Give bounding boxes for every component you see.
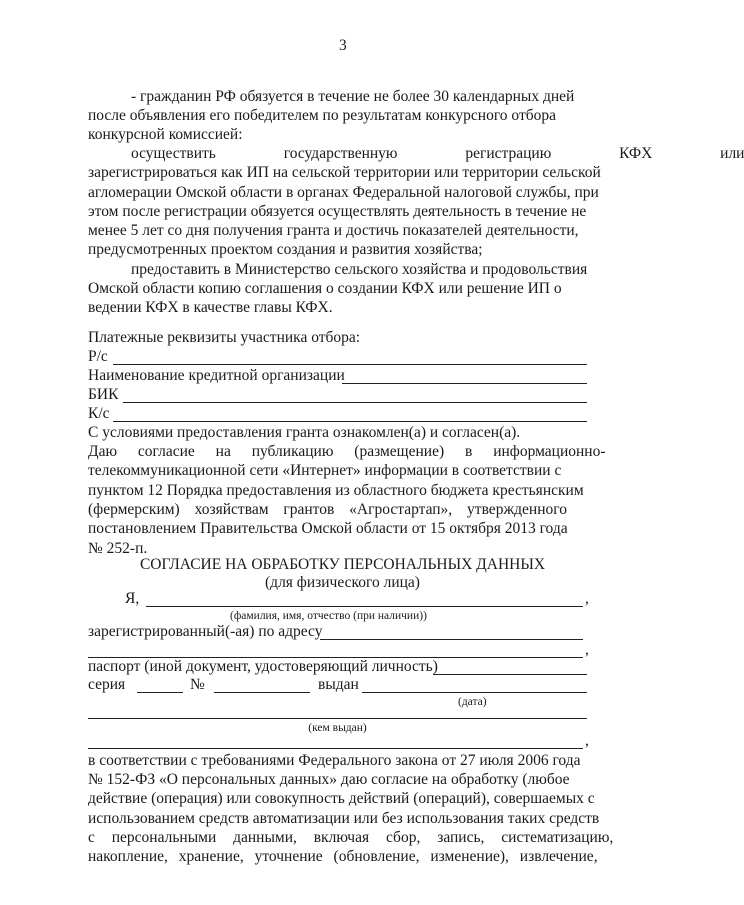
name-comma: , (585, 590, 589, 607)
para5-line2: № 152-ФЗ «О персональных данных» даю согласие на обработку (любое (88, 771, 570, 788)
para4-line1 (88, 443, 606, 461)
address-comma: , (585, 641, 589, 658)
bik-label: БИК (88, 386, 119, 403)
rs-field[interactable] (113, 364, 587, 365)
series-label: серия (88, 676, 126, 693)
requisites-title: Платежные реквизиты участника отбора: (88, 329, 361, 346)
para5-line5 (88, 829, 614, 847)
date-caption: (дата) (458, 696, 487, 708)
i-label: Я, (125, 590, 140, 607)
para4-line2: телекоммуникационной сети «Интернет» информации в соответствии с (88, 462, 562, 479)
para2-line5: менее 5 лет со дня получения гранта и достичь показателей деятельности, (88, 222, 579, 239)
para4-line4 (88, 501, 567, 519)
bank-label: Наименование кредитной организации (88, 367, 345, 384)
para2-line1-text: осуществить государственную регистрацию КФХ или (131, 145, 744, 162)
number-label: № (190, 676, 205, 693)
issuer-comma: , (585, 732, 589, 749)
consent-subtitle: (для физического лица) (265, 574, 420, 591)
bik-field[interactable] (123, 402, 587, 403)
issuer-field[interactable] (88, 718, 587, 719)
consent-title: СОГЛАСИЕ НА ОБРАБОТКУ ПЕРСОНАЛЬНЫХ ДАННЫХ (139, 556, 546, 573)
passport-field[interactable] (433, 674, 587, 675)
issuer-field-2[interactable] (88, 748, 583, 749)
para5-line5-text: с персональными данными, включая сбор, запись, систематизацию, (88, 829, 614, 846)
para4-line6: № 252-п. (88, 540, 148, 557)
para2-line4: этом после регистрации обязуется осуществлять деятельность в течение не (88, 203, 587, 220)
page-number: 3 (339, 37, 347, 54)
para4-line5: постановлением Правительства Омской области от 15 октября 2013 года (88, 520, 568, 537)
para3-line1: предоставить в Министерство сельского хозяйства и продовольствия (131, 261, 588, 278)
para2-line6: предусмотренных проектом создания и развития хозяйства; (88, 241, 483, 258)
para5-line3: действие (операция) или совокупность действий (операций), совершаемых с (88, 790, 595, 807)
ks-label: К/с (88, 405, 110, 422)
para2-line2: зарегистрироваться как ИП на сельской территории или территории сельской (88, 164, 601, 181)
address-label: зарегистрированный(-ая) по адресу (88, 623, 323, 640)
address-field[interactable] (320, 639, 583, 640)
issued-date-field[interactable] (362, 692, 587, 693)
number-field[interactable] (214, 692, 310, 693)
issuer-caption: (кем выдан) (308, 722, 367, 734)
passport-label: паспорт (иной документ, удостоверяющий личность) (88, 658, 438, 675)
para5-line6-text: накопление, хранение, уточнение (обновление, изменение), извлечение, (88, 848, 598, 865)
para1-line2: после объявления его победителем по результатам конкурсного отбора (88, 107, 557, 124)
bank-field[interactable] (342, 383, 587, 384)
ks-field[interactable] (113, 421, 587, 422)
para2-line3: агломерации Омской области в органах Федеральной налоговой службы, при (88, 184, 599, 201)
agree-line: С условиями предоставления гранта ознакомлен(а) и согласен(а). (88, 424, 521, 441)
para4-line3: пунктом 12 Порядка предоставления из областного бюджета крестьянским (88, 482, 584, 499)
name-caption: (фамилия, имя, отчество (при наличии)) (230, 610, 427, 622)
para5-line6 (88, 848, 598, 866)
para5-line4: использованием средств автоматизации или без использования таких средств (88, 810, 600, 827)
issued-label: выдан (318, 676, 359, 693)
rs-label: Р/с (88, 348, 108, 365)
para2-line1 (131, 145, 744, 163)
para3-line2: Омской области копию соглашения о создании КФХ или решение ИП о (88, 280, 562, 297)
para4-line4-text: (фермерским) хозяйствам грантов «Агростартап», утвержденного (88, 501, 567, 518)
series-field[interactable] (137, 692, 183, 693)
para1-line1: - гражданин РФ обязуется в течение не более 30 календарных дней (131, 88, 575, 105)
para3-line3: ведении КФХ в качестве главы КФХ. (88, 299, 333, 316)
para1-line3: конкурсной комиссией: (88, 126, 243, 143)
para4-line1-text: Даю согласие на публикацию (размещение) в информационно- (88, 443, 606, 460)
name-field[interactable] (146, 606, 583, 607)
para5-line1: в соответствии с требованиями Федерального закона от 27 июля 2006 года (88, 752, 581, 769)
